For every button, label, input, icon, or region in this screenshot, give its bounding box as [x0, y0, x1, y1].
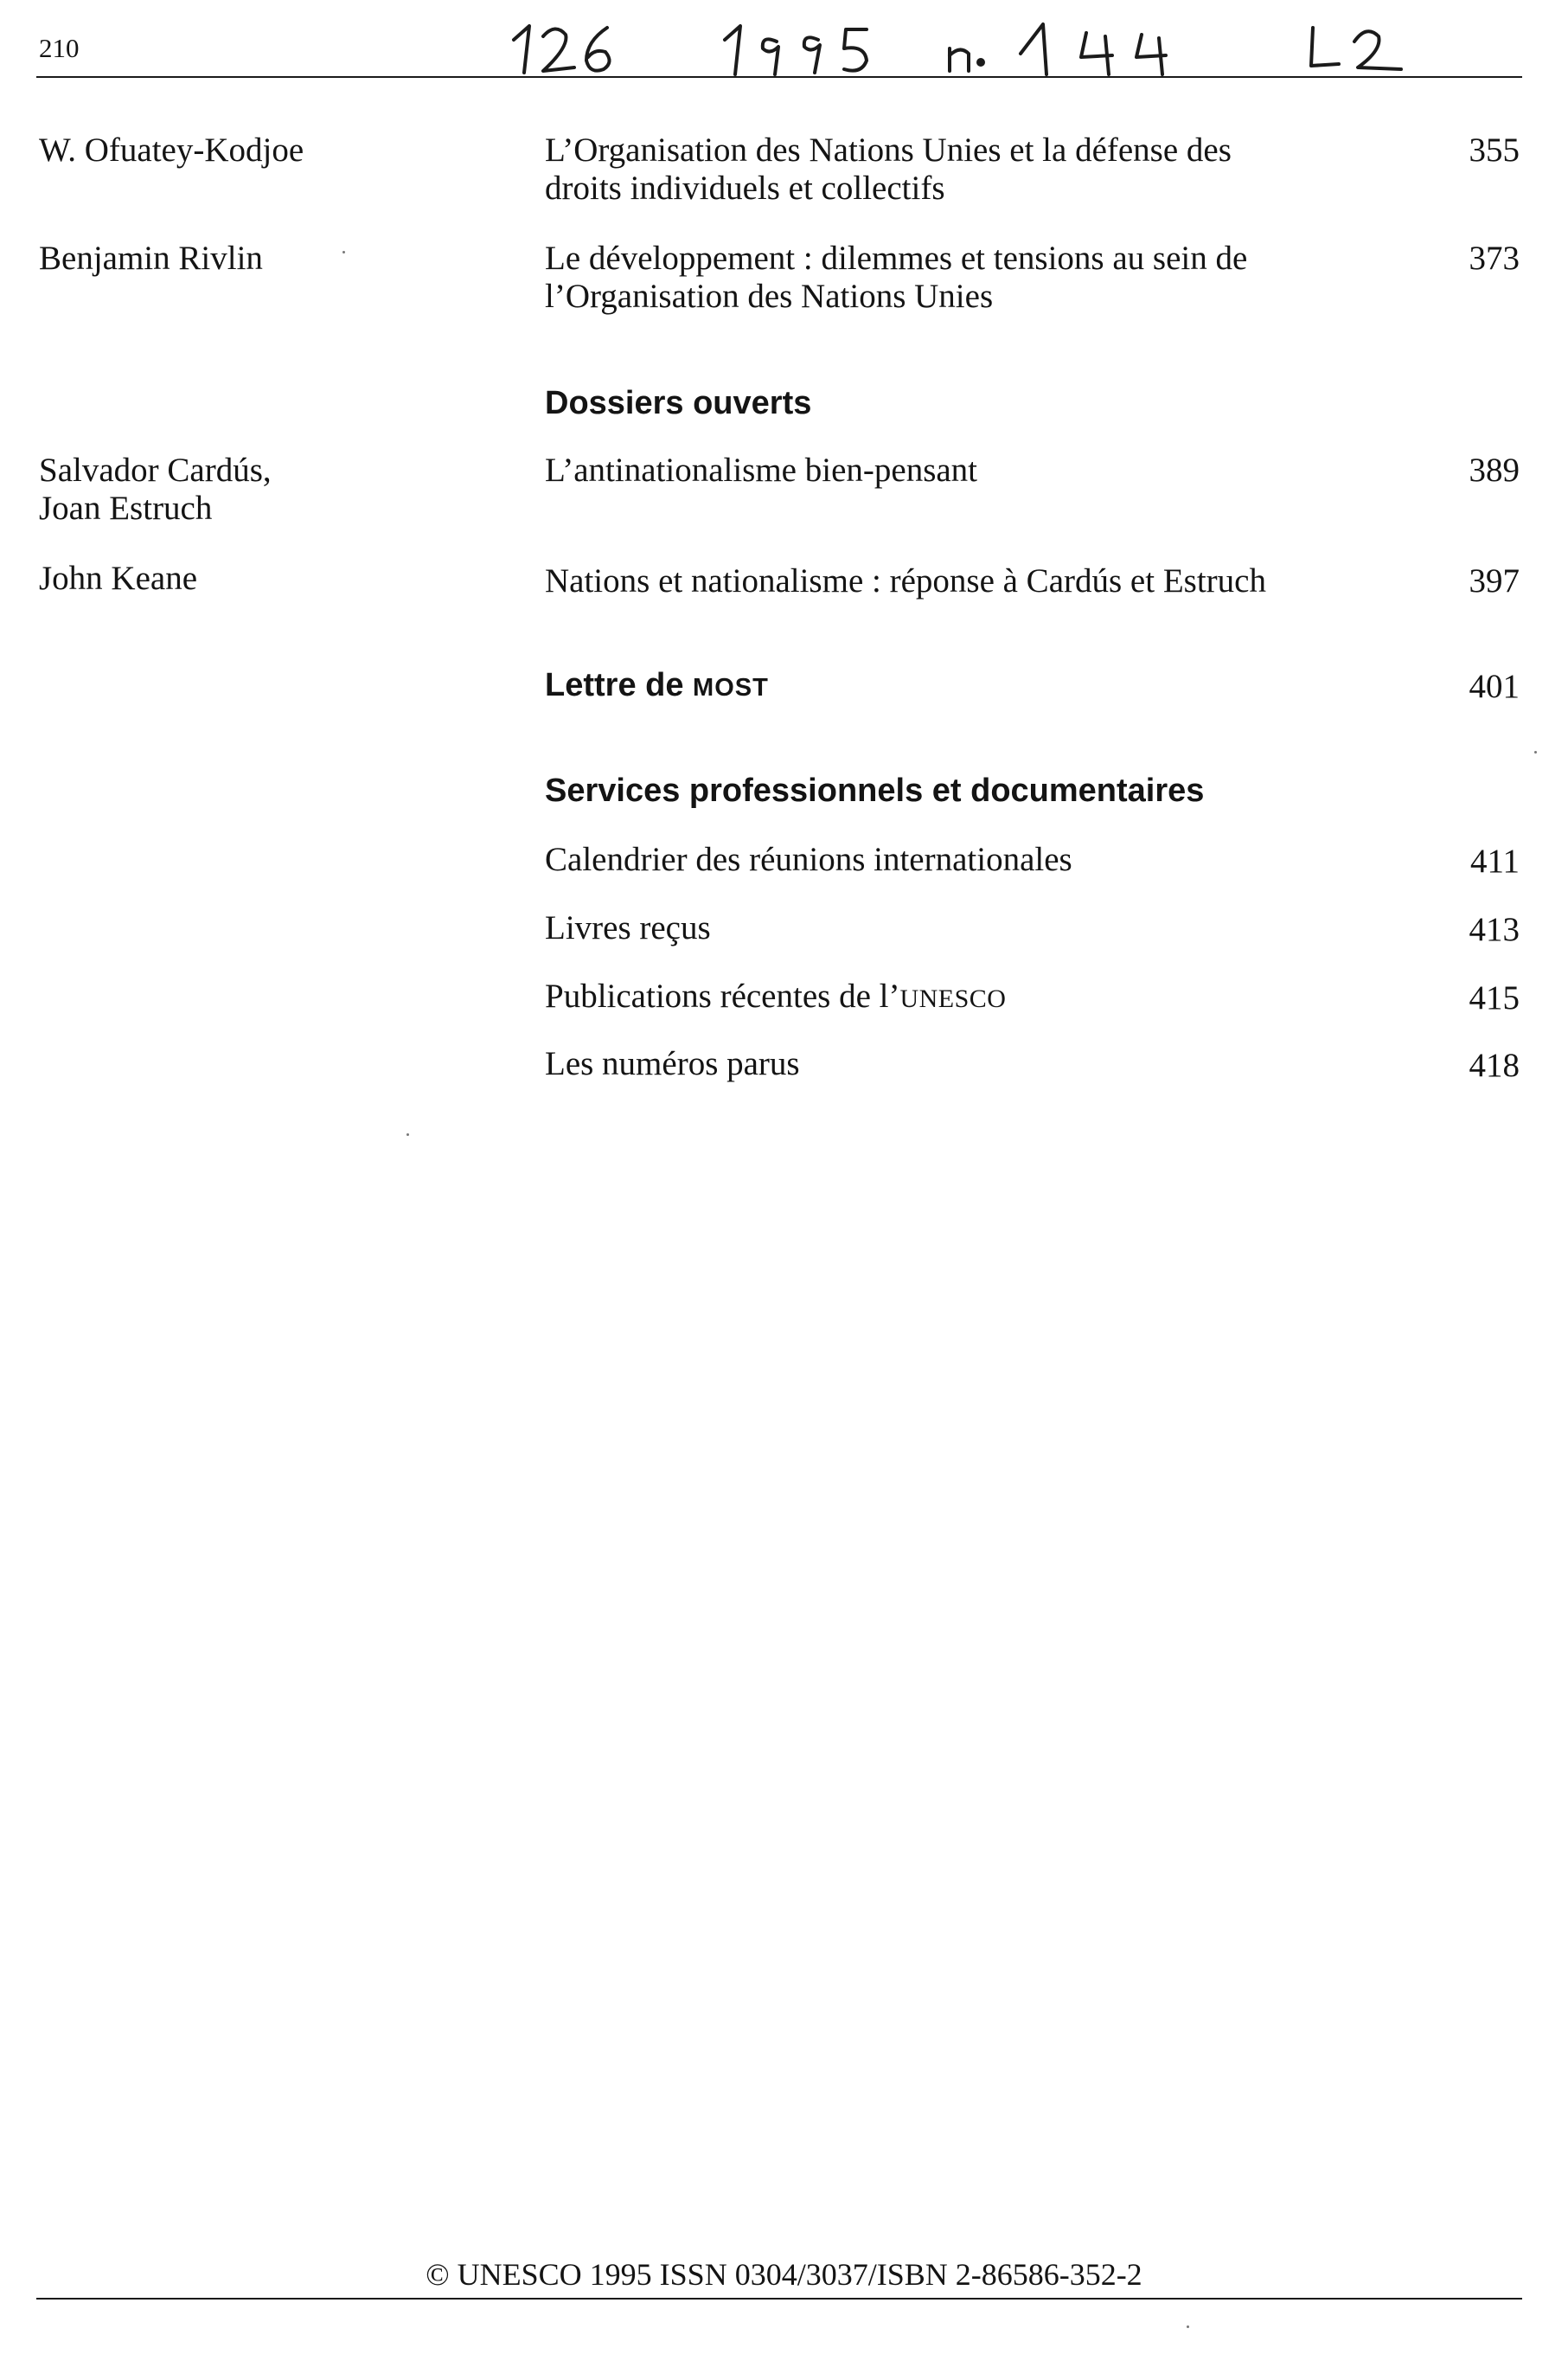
article-title-line: Le développement : dilemmes et tensions au sein de	[545, 240, 1248, 277]
page-reference: 397	[1469, 562, 1520, 600]
article-title: Les numéros parus	[545, 1045, 800, 1082]
scan-speck	[406, 1133, 409, 1136]
lettre-heading-most: MOST	[693, 674, 769, 702]
section-heading-dossiers: Dossiers ouverts	[545, 385, 812, 421]
footer-rule	[36, 2298, 1522, 2300]
article-title-line: l’Organisation des Nations Unies	[545, 278, 994, 315]
page-reference: 389	[1469, 452, 1520, 489]
section-heading-services: Services professionnels et documentaires	[545, 773, 1205, 809]
page-reference: 401	[1469, 668, 1520, 705]
article-title-line: L’Organisation des Nations Unies et la défense des	[545, 132, 1232, 169]
page-number: 210	[39, 33, 80, 63]
author-name: Benjamin Rivlin	[39, 240, 263, 277]
page-reference: 373	[1469, 240, 1520, 277]
author-name: Salvador Cardús,	[39, 452, 272, 489]
author-name: Joan Estruch	[39, 490, 213, 527]
header-rule	[36, 76, 1522, 78]
author-name: W. Ofuatey-Kodjoe	[39, 132, 304, 169]
copyright-line: © UNESCO 1995 ISSN 0304/3037/ISBN 2-86586-352-2	[426, 2257, 1142, 2292]
article-title: Nations et nationalisme : réponse à Cardús et Estruch	[545, 562, 1266, 600]
article-title-line: droits individuels et collectifs	[545, 170, 945, 207]
article-title: Calendrier des réunions internationales	[545, 841, 1072, 878]
page-reference: 413	[1469, 911, 1520, 948]
scan-speck	[1534, 751, 1537, 754]
author-name: John Keane	[39, 560, 198, 597]
page-reference: 418	[1469, 1047, 1520, 1084]
title-unesco: UNESCO	[899, 985, 1007, 1013]
page-reference: 411	[1469, 843, 1520, 880]
article-title	[545, 978, 1410, 1018]
title-prefix: Publications récentes de l’	[545, 978, 900, 1015]
handwritten-annotation	[502, 12, 1531, 80]
section-heading-lettre	[545, 666, 769, 707]
page-reference: 355	[1469, 132, 1520, 169]
lettre-heading-prefix: Lettre de	[545, 667, 684, 703]
page-reference: 415	[1469, 979, 1520, 1017]
scan-speck	[1187, 2325, 1189, 2328]
scan-speck	[342, 251, 345, 253]
article-title: Livres reçus	[545, 909, 711, 946]
article-title: L’antinationalisme bien-pensant	[545, 452, 978, 489]
